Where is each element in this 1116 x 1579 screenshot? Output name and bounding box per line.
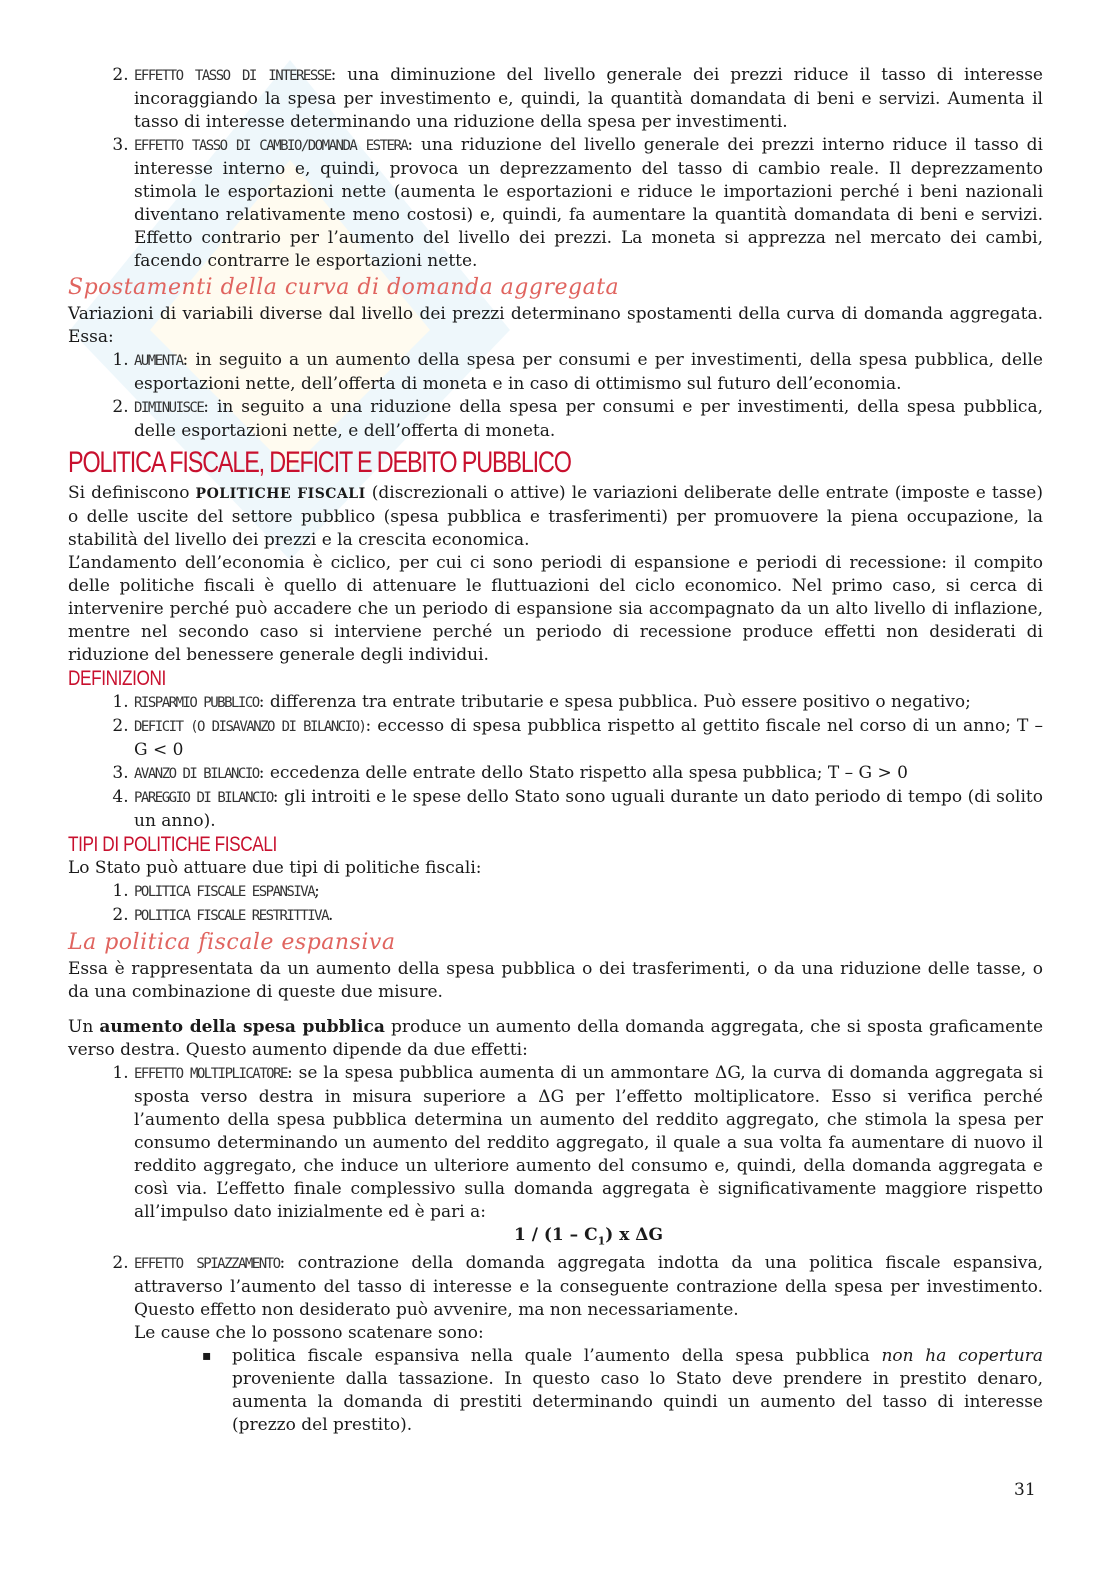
list-item bbox=[134, 134, 1043, 273]
list-item bbox=[134, 691, 1043, 715]
document-page bbox=[68, 64, 1043, 1437]
paragraph-definizione bbox=[68, 482, 1043, 552]
paragraph-variazioni: Variazioni di variabili diverse dal livello dei prezzi determinano spostamenti della curva di domanda aggregata. Essa: bbox=[68, 304, 1043, 347]
list-item bbox=[134, 880, 1043, 904]
term-label: EFFETTO SPIAZZAMENTO bbox=[134, 1256, 280, 1273]
heading-definizioni: DEFINIZIONI bbox=[68, 667, 166, 690]
term-label: EFFETTO MOLTIPLICATORE bbox=[134, 1066, 287, 1082]
item-text: : eccedenza delle entrate dello Stato rispetto alla spesa pubblica; T – G > 0 bbox=[258, 763, 908, 783]
list-item bbox=[134, 762, 1043, 786]
text-run: proveniente dalla tassazione. In questo caso lo Stato deve prendere in prestito denaro, aumenta la domanda di prestiti determinando quindi un aumento del tasso di interesse (prezzo del prestito). bbox=[232, 1369, 1043, 1436]
italic-term: non ha copertura bbox=[881, 1346, 1043, 1367]
term-label: PAREGGIO DI BILANCIO bbox=[134, 790, 273, 806]
term-label: DIMINUISCE bbox=[134, 400, 204, 416]
heading-spostamenti: Spostamenti della curva di domanda aggregata bbox=[68, 275, 620, 300]
text-run: produce un aumento della domanda aggregata, che si sposta graficamente verso destra. Questo aumento dipende da due effetti: bbox=[68, 1017, 1044, 1060]
item-text: : se la spesa pubblica aumenta di un ammontare ΔG, la curva di domanda aggregata si sposta verso destra in misura superiore a ΔG per l’effetto moltiplicatore. Esso si verifica perché l’aumento della spesa pubblica determina un aumento del reddito aggregato, che stimola la spesa per consumo determinando un aumento del reddito aggregato, il quale a sua volta fa aumentare di nuovo il reddito aggregato, che induce un ulteriore aumento del consumo e, quindi, della domanda aggregata e così via. L’effetto finale complessivo sulla domanda aggregata è significativamente maggiore rispetto all’impulso dato inizialmente ed è pari a: bbox=[134, 1063, 1044, 1222]
item-text: Le cause che lo possono scatenare sono: bbox=[134, 1323, 484, 1344]
heading-politica-fiscale: POLITICA FISCALE, DEFICIT E DEBITO PUBBLICO bbox=[68, 446, 571, 479]
causes-list bbox=[68, 1345, 1043, 1437]
formula-text: ) x ΔG bbox=[605, 1225, 663, 1245]
spacer bbox=[68, 1004, 1043, 1016]
list-item bbox=[134, 1062, 1043, 1252]
shift-list bbox=[68, 349, 1043, 443]
item-text: : in seguito a un aumento della spesa per consumi e per investimenti, della spesa pubblica, delle esportazioni nette, dell’offerta di moneta e in caso di ottimismo sul futuro dell’economia. bbox=[134, 350, 1043, 394]
term-label: DEFICIT (O DISAVANZO DI BILANCIO) bbox=[134, 719, 366, 735]
item-text: : contrazione della domanda aggregata indotta da una politica fiscale espansiva, attraverso l’aumento del tasso di interesse e la conseguente contrazione della spesa per investimento. Questo effetto non desiderato può avvenire, ma non necessariamente. bbox=[134, 1253, 1043, 1321]
definitions-list bbox=[68, 691, 1043, 833]
bold-term: POLITICHE FISCALI bbox=[195, 486, 366, 502]
term-label: RISPARMIO PUBBLICO bbox=[134, 695, 259, 711]
list-item bbox=[134, 64, 1043, 134]
heading-espansiva: La politica fiscale espansiva bbox=[68, 930, 396, 955]
text-run: Un bbox=[68, 1017, 100, 1037]
term-label: EFFETTO TASSO DI INTERESSE bbox=[134, 68, 331, 84]
paragraph-aumento bbox=[68, 1016, 1043, 1062]
item-text: : differenza tra entrate tributarie e spesa pubblica. Può essere positivo o negativo; bbox=[258, 692, 971, 712]
formula-subscript: 1 bbox=[597, 1234, 606, 1248]
list-item bbox=[134, 1252, 1043, 1345]
multiplier-formula bbox=[134, 1224, 1043, 1252]
item-text: : in seguito a una riduzione della spesa per consumi e per investimenti, della spesa pubblica, delle esportazioni nette, e dell’offerta di moneta. bbox=[134, 397, 1043, 441]
list-item bbox=[134, 396, 1043, 443]
item-text: : una riduzione del livello generale dei prezzi interno riduce il tasso di interesse interno e, quindi, provoca un deprezzamento del tasso di cambio reale. Il deprezzamento stimola le esportazioni nette (aumenta le esportazioni e riduce le importazioni perché i beni nazionali diventano relativamente meno costosi) e, quindi, fa aumentare la quantità domandata di beni e servizi. Effetto contrario per l’aumento del livello dei prezzi. La moneta si apprezza nel mercato dei cambi, facendo contrarre le esportazioni nette. bbox=[134, 135, 1043, 271]
term-label: EFFETTO TASSO DI CAMBIO/DOMANDA ESTERA bbox=[134, 138, 408, 154]
paragraph-andamento: L’andamento dell’economia è ciclico, per cui ci sono periodi di espansione e periodi di recessione: il compito delle politiche fiscali è quello di attenuare le fluttuazioni del ciclo economico. Nel primo caso, si cerca di intervenire perché può accadere che un periodo di espansione sia accompagnato da un alto livello di inflazione, mentre nel secondo caso si interviene perché un periodo di recessione produce effetti non desiderati di riduzione del benessere generale degli individui. bbox=[68, 553, 1043, 665]
list-item bbox=[134, 786, 1043, 833]
item-text: . bbox=[328, 905, 334, 925]
list-item bbox=[134, 349, 1043, 396]
page-number: 31 bbox=[1014, 1480, 1036, 1500]
term-label: AUMENTA bbox=[134, 353, 183, 369]
item-text: : gli introiti e le spese dello Stato sono uguali durante un dato periodo di tempo (di solito un anno). bbox=[134, 787, 1043, 831]
list-item bbox=[134, 715, 1043, 762]
item-text: ; bbox=[314, 881, 320, 901]
text-run: politica fiscale espansiva nella quale l’aumento della spesa pubblica bbox=[232, 1346, 882, 1367]
paragraph-essa: Essa è rappresentata da un aumento della spesa pubblica o dei trasferimenti, o da una riduzione delle tasse, o da una combinazione di queste due misure. bbox=[68, 959, 1043, 1002]
item-text: : una diminuzione del livello generale dei prezzi riduce il tasso di interesse incoraggiando la spesa per investimento e, quindi, la quantità domandata di beni e servizi. Aumenta il tasso di interesse determinando una riduzione della spesa per investimenti. bbox=[134, 65, 1043, 132]
item-text: : eccesso di spesa pubblica rispetto al gettito fiscale nel corso di un anno; T – G < 0 bbox=[134, 716, 1043, 760]
term-label: AVANZO DI BILANCIO bbox=[134, 766, 259, 782]
bold-term: aumento della spesa pubblica bbox=[99, 1017, 385, 1037]
effects-list bbox=[68, 64, 1043, 273]
formula-text: 1 / (1 – C bbox=[513, 1225, 598, 1245]
heading-tipi: TIPI DI POLITICHE FISCALI bbox=[68, 833, 277, 856]
term-label: POLITICA FISCALE ESPANSIVA bbox=[134, 884, 315, 900]
types-list bbox=[68, 880, 1043, 928]
effects-spesa-list bbox=[68, 1062, 1043, 1345]
term-label: POLITICA FISCALE RESTRITTIVA bbox=[134, 908, 329, 924]
paragraph-tipi: Lo Stato può attuare due tipi di politiche fiscali: bbox=[68, 858, 482, 878]
list-item bbox=[134, 904, 1043, 928]
bullet-item bbox=[232, 1345, 1043, 1437]
text-run: Si definiscono bbox=[68, 483, 196, 503]
text-run: (discrezionali o attive) le variazioni deliberate delle entrate (imposte e tasse) o delle uscite del settore pubblico (spesa pubblica e trasferimenti) per promuovere la piena occupazione, la stabilità del livello dei prezzi e la crescita economica. bbox=[68, 483, 1043, 550]
